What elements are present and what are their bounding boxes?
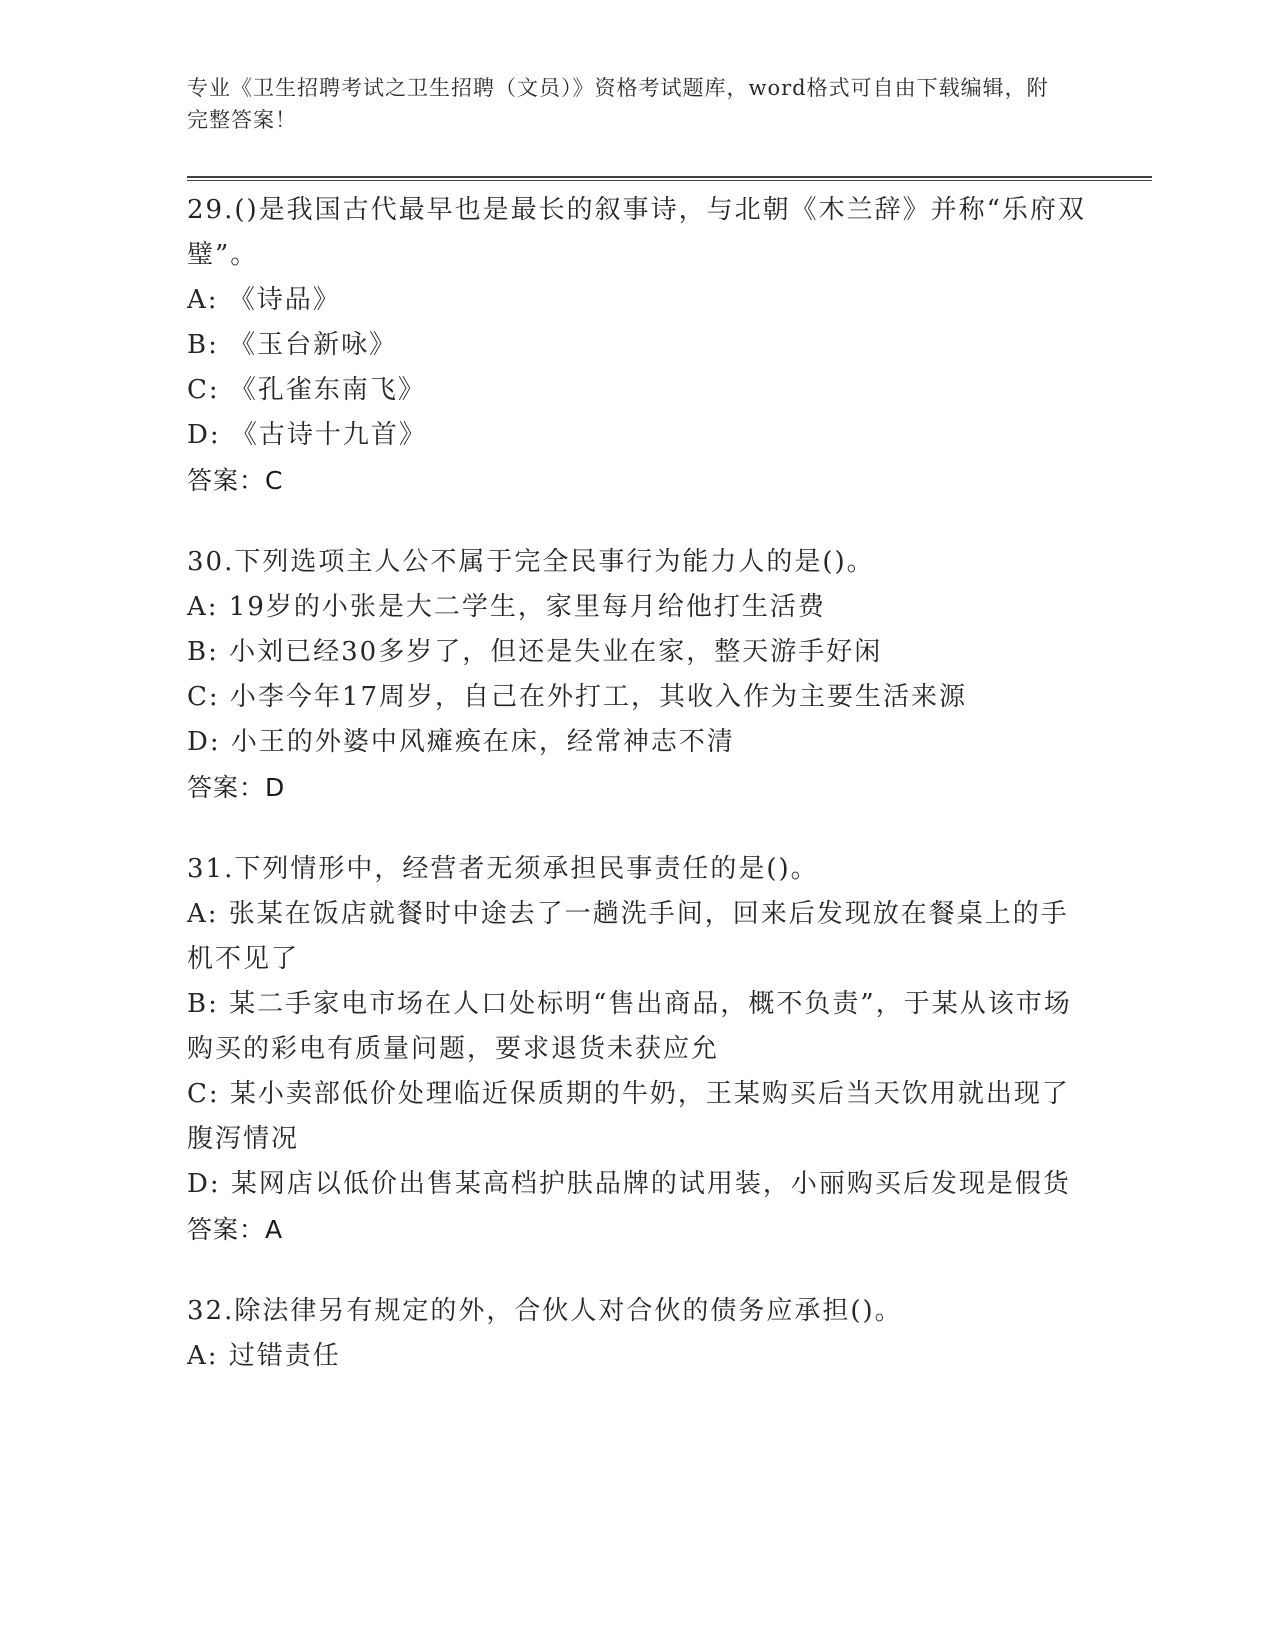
- question-stem: 32.除法律另有规定的外，合伙人对合伙的债务应承担()。: [187, 1296, 903, 1326]
- option-a: A: 过错责任: [187, 1341, 341, 1371]
- header-note: 专业《卫生招聘考试之卫生招聘（文员）》资格考试题库，word格式可自由下载编辑，附完整答案！: [187, 76, 1049, 132]
- option-b: B: 《玉台新咏》: [187, 330, 398, 360]
- answer: 答案：D: [187, 773, 286, 802]
- option-d: D: 某网店以低价出售某高档护肤品牌的试用装，小丽购买后发现是假货: [187, 1169, 1071, 1199]
- option-d: D: 《古诗十九首》: [187, 420, 427, 450]
- question-32: [187, 1289, 1087, 1379]
- question-list: [187, 188, 1087, 1416]
- option-a: A: 《诗品》: [187, 285, 341, 315]
- option-c: C: 某小卖部低价处理临近保质期的牛奶，王某购买后当天饮用就出现了腹泻情况: [187, 1079, 1070, 1154]
- question-31: [187, 847, 1087, 1252]
- question-stem: 29.()是我国古代最早也是最长的叙事诗，与北朝《木兰辞》并称“乐府双璧”。: [187, 195, 1086, 270]
- answer: 答案：C: [187, 466, 284, 495]
- option-c: C: 小李今年17周岁，自己在外打工，其收入作为主要生活来源: [187, 682, 968, 712]
- option-b: B: 某二手家电市场在人口处标明“售出商品，概不负责”，于某从该市场购买的彩电有质量问题，要求退货未获应允: [187, 989, 1072, 1064]
- answer: 答案：A: [187, 1215, 284, 1244]
- question-30: [187, 540, 1087, 810]
- option-c: C: 《孔雀东南飞》: [187, 375, 426, 405]
- question-29: [187, 188, 1087, 503]
- question-stem: 30.下列选项主人公不属于完全民事行为能力人的是()。: [187, 547, 875, 577]
- option-b: B: 小刘已经30多岁了，但还是失业在家，整天游手好闲: [187, 637, 883, 667]
- option-d: D: 小王的外婆中风瘫痪在床，经常神志不清: [187, 727, 735, 757]
- option-a: A: 张某在饭店就餐时中途去了一趟洗手间，回来后发现放在餐桌上的手机不见了: [187, 899, 1069, 974]
- option-a: A: 19岁的小张是大二学生，家里每月给他打生活费: [187, 592, 826, 622]
- question-stem: 31.下列情形中，经营者无须承担民事责任的是()。: [187, 854, 819, 884]
- header-divider: [187, 176, 1152, 181]
